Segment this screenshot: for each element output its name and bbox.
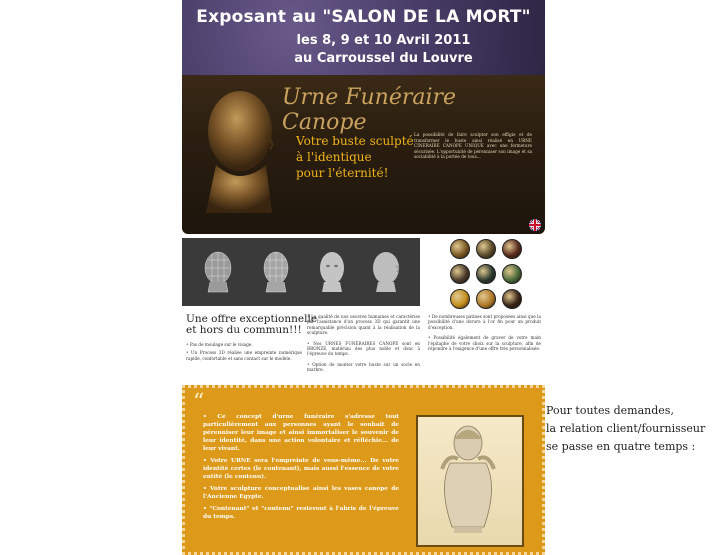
slogan-line: pour l'éternité!: [296, 166, 389, 180]
urn-icon: [418, 417, 518, 541]
patina-swatches: [420, 238, 545, 306]
hero-slogan: [296, 133, 414, 181]
offer-bullets: [186, 342, 302, 361]
side-text: [546, 402, 705, 456]
shaded-head-icon: [368, 248, 404, 294]
middle-text-column: [307, 314, 420, 373]
concept-paragraph: • Votre URNE sera l'empreinte de vous-même... De votre identité certes (le contenant), mais aussi l'essence de votre entité (le contenu).: [203, 458, 399, 480]
banner-venue: au Carroussel du Louvre: [294, 51, 473, 66]
canope-urn-image: [416, 415, 524, 547]
middle-paragraph: • Nos URNES FUNÉRAIRES CANOPE sont en BRONZE, matériau des plus noble et donc à l'épreuve du temps.: [307, 340, 420, 357]
wireframe-head-icon: [258, 248, 294, 294]
shaded-head-icon: [314, 248, 350, 294]
brand-title: Urne Funéraire Canope: [282, 85, 457, 135]
concept-paragraph: • Votre sculpture conceptualise ainsi les vases canope de l'Ancienne Egypte.: [203, 486, 399, 500]
patina-swatch: [502, 264, 522, 284]
offer-title: [186, 314, 317, 336]
concept-paragraph: • Ce concept d'urne funéraire s'adresse tout particulièrement aux personnes ayant le souhait de pérenniser leur image et ainsi immortaliser le souvenir de leur identité, dans une action volontaire et réfléchie... de leur vivant.: [203, 414, 399, 452]
slogan-line: à l'identique: [296, 150, 372, 164]
side-text-line: Pour toutes demandes,: [546, 404, 674, 417]
banner-dates: les 8, 9 et 10 Avril 2011: [296, 33, 471, 48]
patina-swatch: [476, 289, 496, 309]
offer-bullet: • Pas de moulage sur le visage.: [186, 342, 253, 347]
quote-mark-icon: “: [193, 390, 205, 415]
concept-panel: [182, 385, 545, 555]
patina-swatch: [502, 289, 522, 309]
patina-swatch: [502, 239, 522, 259]
offer-bullet: • Un Process 3D réalise une empreinte numérique rapide, confortable et sans contact sur le modèle.: [186, 350, 302, 361]
patina-swatch: [450, 264, 470, 284]
slogan-line: Votre buste sculpté: [296, 134, 414, 148]
right-paragraph: • Possibilité également de graver de votre main l'épitaphe de votre choix sur la sculpture, afin de répondre à l'exigence d'une offre très personnalisée.: [428, 335, 541, 352]
side-text-line: se passe en quatre temps :: [546, 440, 696, 453]
patina-swatch: [450, 289, 470, 309]
banner-title: Exposant au "SALON DE LA MORT": [196, 7, 531, 27]
patina-swatch: [450, 239, 470, 259]
middle-paragraph: • La qualité de nos oeuvres humaines et caractérise par l'assistance d'un process 3D qui garantit une remarquable précision quant à la réalisation de la sculpture.: [307, 314, 420, 336]
concept-bullets: [203, 413, 399, 525]
right-text-column: [428, 314, 541, 351]
3d-scan-heads-image: [182, 238, 420, 306]
hero-description: La possibilité de faire sculpter son effigie et de transformer le buste ainsi réalisé en URNE CINERAIRE CANOPE UNIQUE avec une fermeture sécurisée. L'opportunité de pérenniser son image et sa sociabilité à la portée de tous...: [414, 132, 532, 160]
bronze-bust-image: [196, 87, 278, 217]
offer-title-line: et hors du commun!!!: [186, 324, 302, 336]
concept-paragraph: • "Contenant" et "contenu" resteront à l'abris de l'épreuve du temps.: [203, 506, 399, 520]
hero-section: [182, 75, 545, 234]
english-flag-icon[interactable]: [529, 219, 541, 231]
middle-paragraph: • Option de monter votre buste sur un socle en marbre.: [307, 361, 420, 373]
event-banner: [182, 0, 545, 75]
patina-swatch: [476, 264, 496, 284]
patina-swatch: [476, 239, 496, 259]
side-text-line: la relation client/fournisseur: [546, 422, 706, 435]
wireframe-head-icon: [200, 248, 236, 294]
offer-title-line: Une offre exceptionnelle: [186, 313, 318, 325]
right-paragraph: • De nombreuses patines sont proposées ainsi que la possibilité d'une dorure à l'or fin pour un produit d'exception.: [428, 314, 541, 330]
